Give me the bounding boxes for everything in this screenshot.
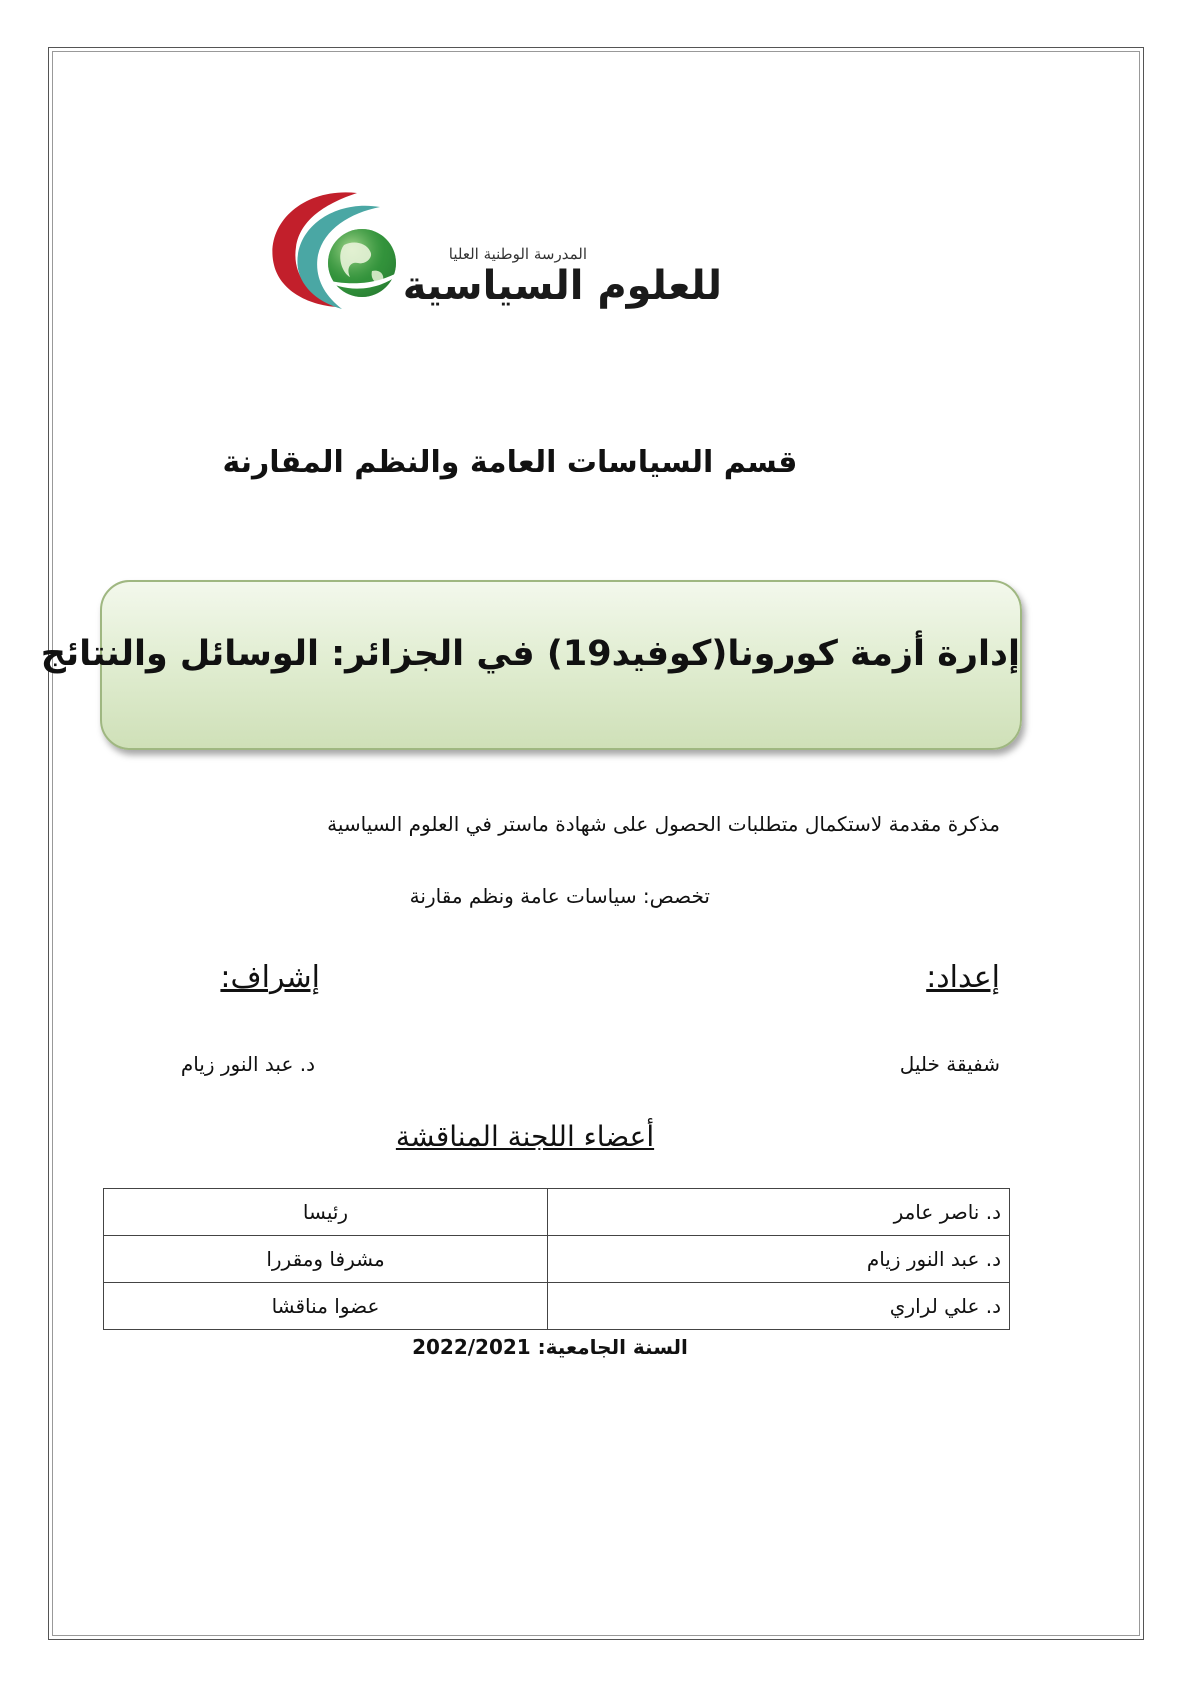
department-heading: قسم السياسات العامة والنظم المقارنة [222,445,798,480]
supervisor-name: د. عبد النور زيام [180,1052,315,1076]
academic-year: السنة الجامعية: 2022/2021 [412,1335,688,1359]
member-role: عضوا مناقشا [104,1283,548,1330]
table-row [104,1189,1010,1236]
thesis-title: إدارة أزمة كورونا(كوفيد19) في الجزائر: الوسائل والنتائج [40,634,1020,674]
member-role: مشرفا ومقررا [104,1236,548,1283]
supervision-label: إشراف: [220,960,320,995]
logo-text-line1: المدرسة الوطنية العليا [448,245,587,263]
prepared-by-label: إعداد: [926,960,1000,995]
member-name: د. علي لراري [548,1283,1010,1330]
member-name: د. ناصر عامر [548,1189,1010,1236]
logo-text-line2: للعلوم السياسية [402,263,722,309]
member-name: د. عبد النور زيام [548,1236,1010,1283]
student-name: شفيقة خليل [899,1052,1000,1076]
member-role: رئيسا [104,1189,548,1236]
committee-heading: أعضاء اللجنة المناقشة [395,1120,655,1153]
memo-description: مذكرة مقدمة لاستكمال متطلبات الحصول على شهادة ماستر في العلوم السياسية [327,812,1000,836]
school-logo [262,185,722,335]
specialty-line: تخصص: سياسات عامة ونظم مقارنة [409,884,710,908]
committee-table [103,1188,1010,1330]
thesis-title-box [40,580,1022,750]
table-row [104,1236,1010,1283]
table-row [104,1283,1010,1330]
